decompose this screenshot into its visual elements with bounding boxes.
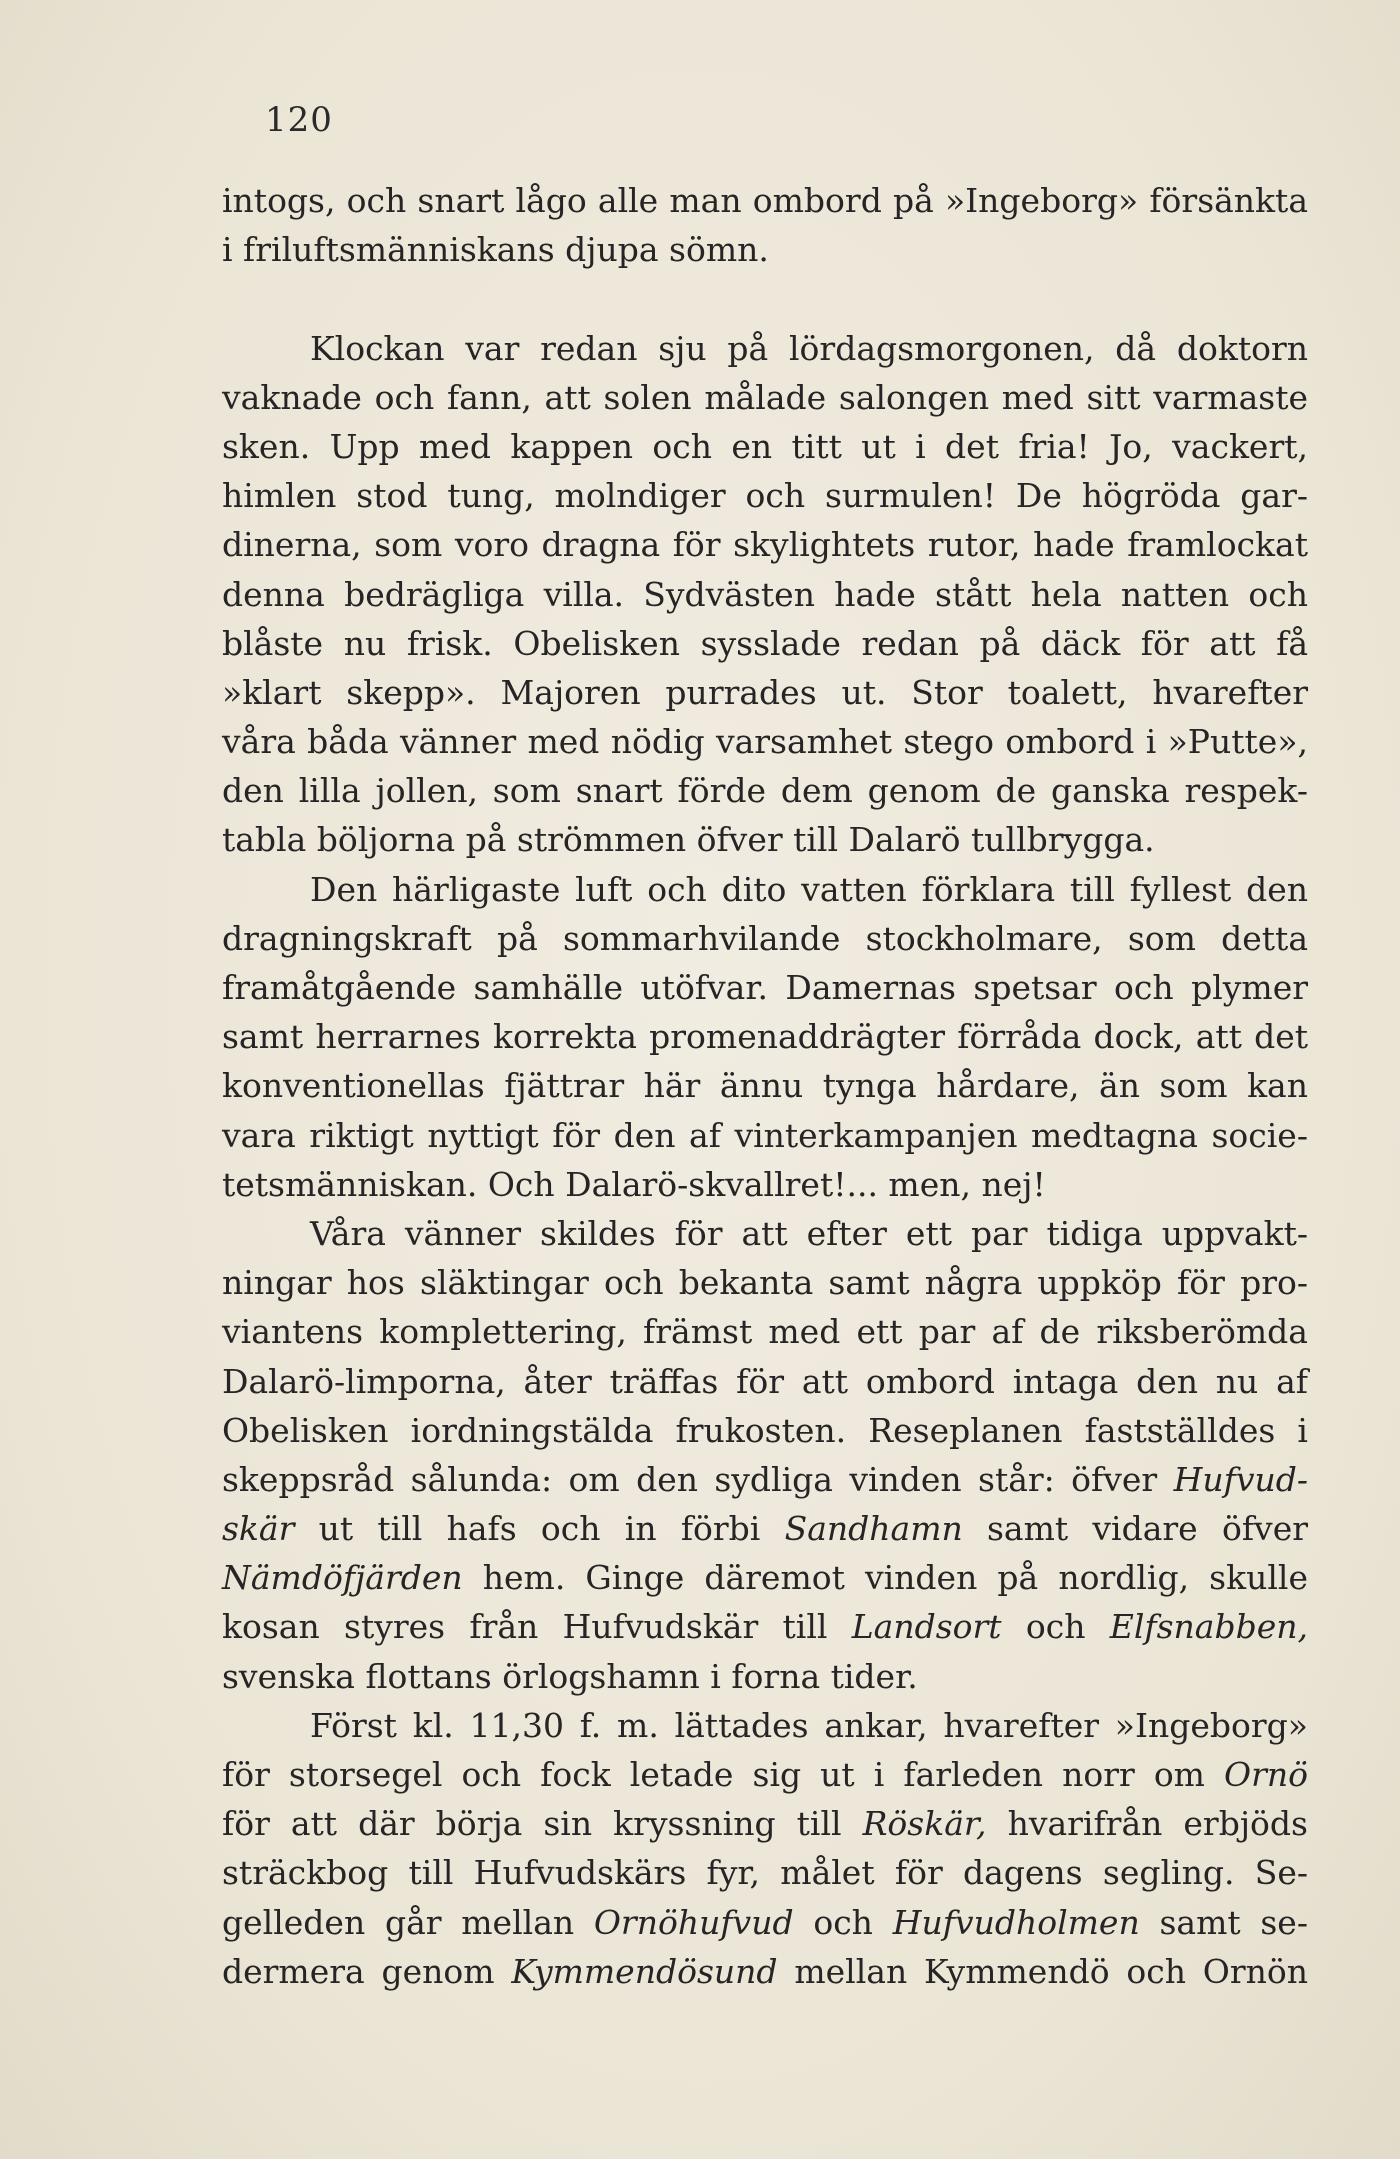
italic-place-name: Nämdöfjärden	[222, 1558, 463, 1598]
italic-place-name: Ornöhufvud	[593, 1902, 794, 1942]
text-segment: blåste nu frisk. Obelisken sysslade redan på däck för att få	[222, 623, 1308, 663]
text-line	[222, 1307, 1308, 1356]
body-text	[222, 176, 1308, 1996]
text-segment: dinerna, som voro dragna för skylightets rutor, hade framlockat	[222, 525, 1308, 565]
text-segment: skeppsråd sålunda: om den sydliga vinden står: öfver	[222, 1459, 1174, 1499]
text-segment: vaknade och fann, att solen målade salongen med sitt varmaste	[222, 377, 1308, 417]
text-line	[222, 324, 1308, 373]
text-segment: ningar hos släktingar och bekanta samt några uppköp för pro-	[222, 1263, 1308, 1303]
text-line	[222, 1061, 1308, 1110]
text-segment: tetsmänniskan. Och Dalarö-skvallret!... men, nej!	[222, 1164, 1046, 1204]
text-segment: Obelisken iordningstälda frukosten. Reseplanen fastställdes i	[222, 1410, 1308, 1450]
text-segment: samt se-	[1139, 1902, 1308, 1942]
text-line	[222, 717, 1308, 766]
text-line	[222, 471, 1308, 520]
text-line	[222, 1160, 1308, 1209]
text-segment: Den härligaste luft och dito vatten förklara till fyllest den	[310, 869, 1308, 909]
text-segment: i friluftsmänniskans djupa sömn.	[222, 230, 769, 270]
text-segment: och	[1001, 1607, 1110, 1647]
text-line	[222, 668, 1308, 717]
text-line	[222, 1799, 1308, 1848]
text-line	[222, 766, 1308, 815]
text-segment: hvarifrån erbjöds	[986, 1804, 1308, 1844]
text-line	[222, 1209, 1308, 1258]
text-line	[222, 1258, 1308, 1307]
text-line	[222, 1701, 1308, 1750]
italic-place-name: skär	[222, 1509, 295, 1549]
text-segment: himlen stod tung, molndiger och surmulen! De högröda gar-	[222, 476, 1308, 516]
text-line	[222, 1947, 1308, 1996]
text-segment: Först kl. 11,30 f. m. lättades ankar, hvarefter »Ingeborg»	[310, 1705, 1308, 1745]
text-segment: framåtgående samhälle utöfvar. Damernas spetsar och plymer	[222, 968, 1308, 1007]
text-segment: vara riktigt nyttigt för den af vinterkampanjen medtagna socie-	[222, 1115, 1308, 1155]
text-line	[222, 570, 1308, 619]
text-segment: sken. Upp med kappen och en titt ut i det fria! Jo, vackert,	[222, 426, 1308, 466]
text-line	[222, 1602, 1308, 1651]
text-segment: den lilla jollen, som snart förde dem genom de ganska respek-	[222, 771, 1308, 811]
text-line	[222, 865, 1308, 914]
text-segment: denna bedrägliga villa. Sydvästen hade stått hela natten och	[222, 574, 1308, 614]
text-segment: för storsegel och fock letade sig ut i farleden norr om	[222, 1755, 1225, 1794]
text-segment: dermera genom	[222, 1951, 512, 1991]
text-segment: Våra vänner skildes för att efter ett par tidiga uppvakt-	[310, 1213, 1308, 1253]
text-segment: Dalarö-limporna, åter träffas för att ombord intaga den nu af	[222, 1361, 1308, 1401]
text-line	[222, 1750, 1308, 1799]
text-line	[222, 520, 1308, 569]
text-segment: samt herrarnes korrekta promenaddrägter förråda dock, att det	[222, 1017, 1308, 1057]
text-line	[222, 1504, 1308, 1553]
text-line	[222, 176, 1308, 225]
text-segment: och	[793, 1902, 893, 1942]
italic-place-name: Hufvud-	[1173, 1459, 1308, 1499]
text-segment: viantens komplettering, främst med ett par af de riksberömda	[222, 1312, 1308, 1352]
text-segment: hem. Ginge däremot vinden på nordlig, skulle	[462, 1558, 1308, 1598]
text-line	[222, 1553, 1308, 1602]
text-segment: »klart skepp». Majoren purrades ut. Stor toalett, hvarefter	[222, 672, 1308, 712]
italic-place-name: Landsort	[851, 1607, 1002, 1647]
text-line	[222, 963, 1308, 1012]
italic-place-name: Sandhamn	[784, 1509, 963, 1549]
text-line	[222, 373, 1308, 422]
text-line	[222, 914, 1308, 963]
text-segment: samt vidare öfver	[962, 1509, 1308, 1549]
text-line	[222, 815, 1308, 864]
text-line	[222, 1406, 1308, 1455]
blank-line	[222, 274, 1308, 323]
text-segment: gelleden går mellan	[222, 1902, 594, 1942]
text-segment: mellan Kymmendö och Ornön	[777, 1951, 1309, 1991]
text-line	[222, 1357, 1308, 1406]
text-line	[222, 619, 1308, 668]
italic-place-name: Elfsnabben,	[1109, 1607, 1308, 1647]
text-line	[222, 225, 1308, 274]
text-line	[222, 1012, 1308, 1061]
text-line	[222, 1848, 1308, 1897]
text-segment: sträckbog till Hufvudskärs fyr, målet för dagens segling. Se-	[222, 1853, 1308, 1893]
text-segment: våra båda vänner med nödig varsamhet stego ombord i »Putte»,	[222, 722, 1308, 762]
text-segment: dragningskraft på sommarhvilande stockholmare, som detta	[222, 918, 1308, 958]
text-segment: för att där börja sin kryssning till	[222, 1804, 863, 1844]
text-line	[222, 1111, 1308, 1160]
text-segment: Klockan var redan sju på lördagsmorgonen, då doktorn	[310, 328, 1308, 368]
italic-place-name: Hufvudholmen	[892, 1902, 1140, 1942]
text-segment: intogs, och snart lågo alle man ombord på »Ingeborg» försänkta	[222, 181, 1308, 220]
text-line	[222, 1652, 1308, 1701]
text-segment: kosan styres från Hufvudskär till	[222, 1607, 852, 1647]
text-line	[222, 422, 1308, 471]
text-segment: konventionellas fjättrar här ännu tynga hårdare, än som kan	[222, 1066, 1308, 1106]
italic-place-name: Röskär,	[862, 1804, 987, 1844]
page-number: 120	[265, 100, 333, 140]
text-segment: tabla böljorna på strömmen öfver till Dalarö tullbrygga.	[222, 820, 1155, 860]
italic-place-name: Kymmendösund	[511, 1951, 778, 1991]
text-segment: ut till hafs och in förbi	[294, 1509, 785, 1549]
text-line	[222, 1898, 1308, 1947]
text-segment: svenska flottans örlogshamn i forna tider.	[222, 1656, 918, 1696]
text-line	[222, 1455, 1308, 1504]
italic-place-name: Ornö	[1224, 1755, 1308, 1794]
